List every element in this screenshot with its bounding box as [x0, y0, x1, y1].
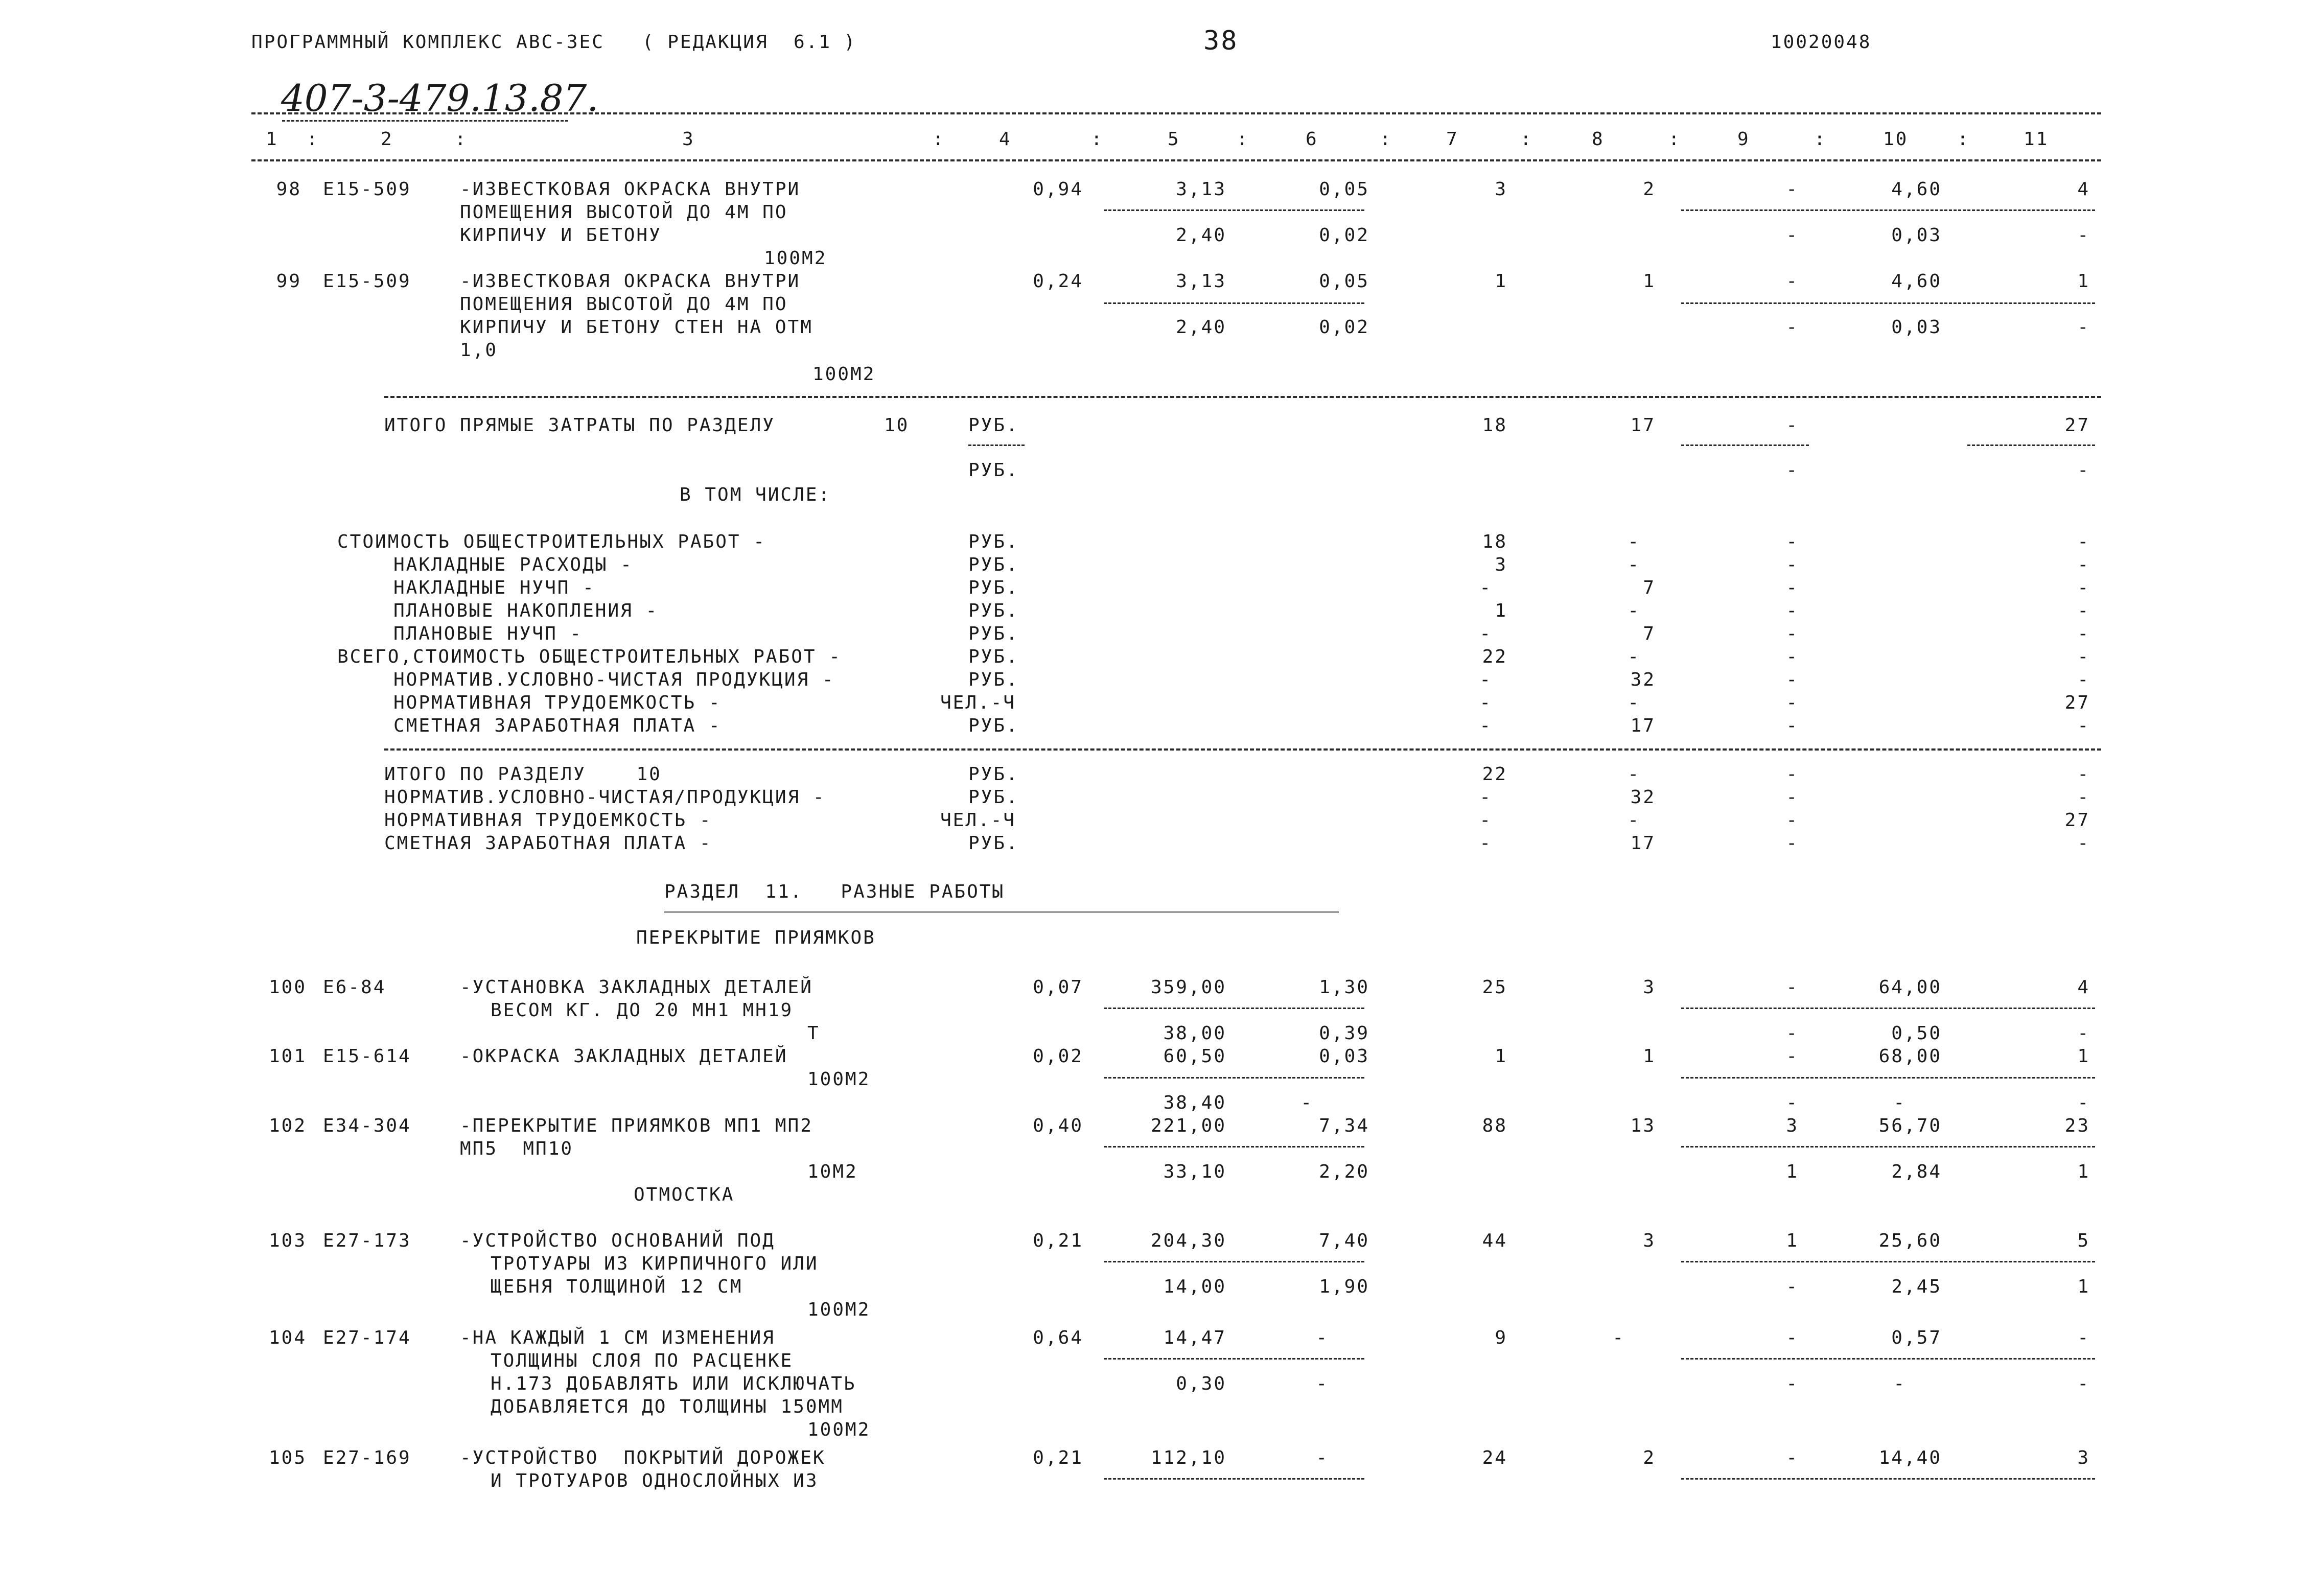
- summary-c8: 32: [1630, 787, 1656, 808]
- sub-rule: [1681, 1358, 2095, 1360]
- summary-unit: ЧЕЛ.-Ч: [940, 810, 1016, 831]
- breakdown-c8: -: [1628, 600, 1640, 621]
- col11-wage: -: [2077, 317, 2090, 338]
- quantity: 0,64: [1033, 1327, 1083, 1348]
- col10-value: 0,57: [1891, 1327, 1942, 1348]
- section-number: 10: [884, 415, 910, 436]
- work-description: -УСТРОЙСТВО ОСНОВАНИЙ ПОД: [460, 1230, 775, 1251]
- col11-value: 23: [2064, 1115, 2090, 1136]
- item-number: 104: [268, 1327, 307, 1348]
- item-number: 98: [276, 179, 301, 200]
- breakdown-label: СТОИМОСТЬ ОБЩЕСТРОИТЕЛЬНЫХ РАБОТ -: [337, 531, 766, 552]
- breakdown-c8: -: [1628, 554, 1640, 575]
- col9-wage: -: [1786, 1373, 1799, 1394]
- col8-value: 3: [1643, 1230, 1656, 1251]
- breakdown-c7: -: [1479, 669, 1492, 690]
- breakdown-c11: -: [2077, 623, 2090, 644]
- sub-rule: [1681, 209, 2095, 211]
- col6-wage: 1,90: [1319, 1276, 1369, 1297]
- col6-value: 7,40: [1319, 1230, 1369, 1251]
- col9-wage: 1: [1786, 1161, 1799, 1182]
- sub-rule: [1681, 1008, 2095, 1009]
- measure-unit: 10М2: [807, 1161, 858, 1182]
- rate-code: Е27-169: [323, 1447, 411, 1468]
- item-number: 99: [276, 271, 301, 292]
- col10-wage: 0,03: [1891, 225, 1942, 246]
- breakdown-label: НАКЛАДНЫЕ РАСХОДЫ -: [393, 554, 633, 575]
- breakdown-c11: -: [2077, 715, 2090, 736]
- rule-section-summary: [384, 748, 2101, 751]
- breakdown-c11: -: [2077, 577, 2090, 598]
- section-subtitle: ПЕРЕКРЫТИЕ ПРИЯМКОВ: [636, 927, 876, 948]
- work-description: МП5 МП10: [460, 1138, 574, 1159]
- col-sep: :: [1237, 129, 1249, 150]
- col11-wage: 1: [2077, 1161, 2090, 1182]
- col6-value: -: [1316, 1447, 1329, 1468]
- unit-cost-wage: 2,40: [1176, 317, 1226, 338]
- summary-label: НОРМАТИВ.УСЛОВНО-ЧИСТАЯ/ПРОДУКЦИЯ -: [384, 787, 826, 808]
- col10-value: 68,00: [1878, 1046, 1942, 1067]
- measure-unit: Т: [807, 1023, 820, 1044]
- breakdown-unit: РУБ.: [968, 531, 1019, 552]
- col6-value: 0,05: [1319, 179, 1369, 200]
- breakdown-c11: -: [2077, 600, 2090, 621]
- summary-c9: -: [1786, 764, 1799, 785]
- total-cost: 1: [1495, 1046, 1507, 1067]
- total-cost: 18: [1482, 415, 1507, 436]
- rate-code: Е6-84: [323, 977, 386, 998]
- breakdown-c8: 32: [1630, 669, 1656, 690]
- measure-unit: 100М2: [764, 248, 827, 269]
- col9-value: -: [1786, 415, 1799, 436]
- breakdown-c9: -: [1786, 600, 1799, 621]
- handwritten-reference: 407-3-479.13.87.: [281, 77, 599, 120]
- col-3: 3: [682, 129, 695, 150]
- sub-rule: [1104, 1478, 1364, 1480]
- col9-wage: -: [1786, 1023, 1799, 1044]
- rule-section-total: [384, 396, 2101, 398]
- col-sep: :: [455, 129, 468, 150]
- col6-value: 7,34: [1319, 1115, 1369, 1136]
- quantity: 0,24: [1033, 271, 1083, 292]
- summary-label: СМЕТНАЯ ЗАРАБОТНАЯ ПЛАТА -: [384, 833, 712, 854]
- sub-rule: [1104, 1358, 1364, 1360]
- sub-rule: [1104, 1008, 1364, 1009]
- col-sep: :: [1957, 129, 1970, 150]
- col11-value: -: [2077, 1327, 2090, 1348]
- col-1: 1: [266, 129, 278, 150]
- work-description: ПОМЕЩЕНИЯ ВЫСОТОЙ ДО 4М ПО: [460, 294, 788, 315]
- unit-cost: 204,30: [1150, 1230, 1226, 1251]
- col8-value: 13: [1630, 1115, 1656, 1136]
- total-cost: 25: [1482, 977, 1507, 998]
- col-8: 8: [1592, 129, 1605, 150]
- summary-c9: -: [1786, 787, 1799, 808]
- unit-cost-wage: 38,40: [1163, 1092, 1226, 1113]
- breakdown-label: ПЛАНОВЫЕ НУЧП -: [393, 623, 583, 644]
- work-description: -УСТРОЙСТВО ПОКРЫТИЙ ДОРОЖЕК: [460, 1447, 826, 1468]
- work-description: КИРПИЧУ И БЕТОНУ: [460, 225, 662, 246]
- col10-wage: 0,50: [1891, 1023, 1942, 1044]
- col8-value: 17: [1630, 415, 1656, 436]
- rate-code: Е27-173: [323, 1230, 411, 1251]
- breakdown-c9: -: [1786, 669, 1799, 690]
- col10-value: 25,60: [1878, 1230, 1942, 1251]
- col9-wage: -: [1786, 1276, 1799, 1297]
- col6-wage: -: [1300, 1092, 1313, 1113]
- summary-c7: -: [1479, 833, 1492, 854]
- breakdown-c9: -: [1786, 692, 1799, 713]
- col-sep: :: [1520, 129, 1533, 150]
- col-6: 6: [1306, 129, 1318, 150]
- col9-value: -: [1786, 977, 1799, 998]
- breakdown-c8: -: [1628, 531, 1640, 552]
- sub-rule: [1681, 302, 2095, 304]
- col-sep: :: [307, 129, 319, 150]
- col10-value: 56,70: [1878, 1115, 1942, 1136]
- sub-rule: [1104, 1261, 1364, 1262]
- col6-wage: 2,20: [1319, 1161, 1369, 1182]
- item-number: 105: [268, 1447, 307, 1468]
- unit-cost: 112,10: [1150, 1447, 1226, 1468]
- col-sep: :: [1814, 129, 1827, 150]
- summary-c8: -: [1628, 810, 1640, 831]
- breakdown-label: НОРМАТИВНАЯ ТРУДОЕМКОСТЬ -: [393, 692, 722, 713]
- rate-code: Е15-509: [323, 271, 411, 292]
- col9-wage: -: [1786, 225, 1799, 246]
- sub-rule: [1681, 1146, 2095, 1148]
- col11-wage: -: [2077, 1092, 2090, 1113]
- measure-unit: 100М2: [812, 364, 876, 385]
- item-number: 100: [268, 977, 307, 998]
- rate-code: Е27-174: [323, 1327, 411, 1348]
- col-9: 9: [1737, 129, 1750, 150]
- summary-c9: -: [1786, 810, 1799, 831]
- breakdown-unit: РУБ.: [968, 715, 1019, 736]
- breakdown-c7: -: [1479, 715, 1492, 736]
- col-sep: :: [1380, 129, 1392, 150]
- col11-wage: -: [2077, 1373, 2090, 1394]
- col-4: 4: [999, 129, 1012, 150]
- col10-wage: 2,84: [1891, 1161, 1942, 1182]
- breakdown-c7: 3: [1495, 554, 1507, 575]
- work-description: -ИЗВЕСТКОВАЯ ОКРАСКА ВНУТРИ: [460, 179, 801, 200]
- unit-cost-wage: 0,30: [1176, 1373, 1226, 1394]
- work-description: ЩЕБНЯ ТОЛЩИНОЙ 12 СМ: [491, 1276, 743, 1297]
- col6-value: -: [1316, 1327, 1329, 1348]
- work-description: ДОБАВЛЯЕТСЯ ДО ТОЛЩИНЫ 150ММ: [491, 1396, 844, 1417]
- sub-rule: [1104, 302, 1364, 304]
- summary-c8: 17: [1630, 833, 1656, 854]
- subsection-title: ОТМОСТКА: [634, 1184, 735, 1205]
- work-description: -НА КАЖДЫЙ 1 СМ ИЗМЕНЕНИЯ: [460, 1327, 775, 1348]
- col11-wage: -: [2077, 1023, 2090, 1044]
- measure-unit: 100М2: [807, 1419, 871, 1440]
- breakdown-c8: -: [1628, 646, 1640, 667]
- unit-cost: 359,00: [1150, 977, 1226, 998]
- col11-value: -: [2077, 460, 2090, 481]
- unit-cost: 14,47: [1163, 1327, 1226, 1348]
- breakdown-unit: РУБ.: [968, 646, 1019, 667]
- including-heading: В ТОМ ЧИСЛЕ:: [680, 484, 831, 505]
- col9-wage: -: [1786, 1092, 1799, 1113]
- item-number: 103: [268, 1230, 307, 1251]
- handwritten-underline: [282, 120, 568, 122]
- rate-code: Е15-509: [323, 179, 411, 200]
- breakdown-c11: 27: [2064, 692, 2090, 713]
- col9-value: -: [1786, 271, 1799, 292]
- unit-cost: 3,13: [1176, 179, 1226, 200]
- breakdown-unit: РУБ.: [968, 600, 1019, 621]
- rate-code: Е15-614: [323, 1046, 411, 1067]
- total-cost: 9: [1495, 1327, 1507, 1348]
- summary-label: НОРМАТИВНАЯ ТРУДОЕМКОСТЬ -: [384, 810, 712, 831]
- total-cost: 3: [1495, 179, 1507, 200]
- summary-c9: -: [1786, 833, 1799, 854]
- breakdown-c9: -: [1786, 646, 1799, 667]
- work-description: КИРПИЧУ И БЕТОНУ СТЕН НА ОТМ: [460, 317, 813, 338]
- col10-wage: 0,03: [1891, 317, 1942, 338]
- quantity: 0,21: [1033, 1230, 1083, 1251]
- work-description: ТОЛЩИНЫ СЛОЯ ПО РАСЦЕНКЕ: [491, 1350, 794, 1371]
- work-description: 1,0: [460, 340, 498, 361]
- work-description: -УСТАНОВКА ЗАКЛАДНЫХ ДЕТАЛЕЙ: [460, 977, 813, 998]
- work-description: -ПЕРЕКРЫТИЕ ПРИЯМКОВ МП1 МП2: [460, 1115, 813, 1136]
- summary-c11: -: [2077, 787, 2090, 808]
- item-number: 102: [268, 1115, 307, 1136]
- breakdown-label: НОРМАТИВ.УСЛОВНО-ЧИСТАЯ ПРОДУКЦИЯ -: [393, 669, 835, 690]
- summary-c8: -: [1628, 764, 1640, 785]
- col-sep: :: [1668, 129, 1681, 150]
- breakdown-c9: -: [1786, 531, 1799, 552]
- section-title-underline: [664, 911, 1339, 912]
- summary-c11: 27: [2064, 810, 2090, 831]
- col9-value: 3: [1786, 1115, 1799, 1136]
- document-code: 10020048: [1771, 32, 1872, 53]
- page-number: 38: [1203, 26, 1239, 56]
- col9-value: -: [1786, 179, 1799, 200]
- col11-value: 4: [2077, 179, 2090, 200]
- breakdown-c9: -: [1786, 715, 1799, 736]
- breakdown-c7: -: [1479, 577, 1492, 598]
- summary-c7: 22: [1482, 764, 1507, 785]
- quantity: 0,02: [1033, 1046, 1083, 1067]
- breakdown-c8: 7: [1643, 577, 1656, 598]
- col8-value: 1: [1643, 271, 1656, 292]
- breakdown-c11: -: [2077, 646, 2090, 667]
- work-description: ПОМЕЩЕНИЯ ВЫСОТОЙ ДО 4М ПО: [460, 202, 788, 223]
- breakdown-label: НАКЛАДНЫЕ НУЧП -: [393, 577, 595, 598]
- col6-wage: 0,39: [1319, 1023, 1369, 1044]
- work-description: Н.173 ДОБАВЛЯТЬ ИЛИ ИСКЛЮЧАТЬ: [491, 1373, 856, 1394]
- sub-rule: [1681, 1478, 2095, 1480]
- unit-cost-wage: 14,00: [1163, 1276, 1226, 1297]
- unit-cost-wage: 33,10: [1163, 1161, 1226, 1182]
- unit-cost: 3,13: [1176, 271, 1226, 292]
- col10-value: 64,00: [1878, 977, 1942, 998]
- summary-unit: РУБ.: [968, 764, 1019, 785]
- col6-wage: 0,02: [1319, 225, 1369, 246]
- unit-cost: 60,50: [1163, 1046, 1226, 1067]
- col10-value: 4,60: [1891, 271, 1942, 292]
- breakdown-c7: 1: [1495, 600, 1507, 621]
- col-5: 5: [1168, 129, 1180, 150]
- work-description: ВЕСОМ КГ. ДО 20 МН1 МН19: [491, 1000, 794, 1021]
- total-cost: 24: [1482, 1447, 1507, 1468]
- measure-unit: 100М2: [807, 1069, 871, 1090]
- software-header: ПРОГРАММНЫЙ КОМПЛЕКС АВС-3ЕС ( РЕДАКЦИЯ 6.1 ): [251, 32, 857, 53]
- sub-rule: [1681, 1077, 2095, 1079]
- currency-unit: РУБ.: [968, 415, 1019, 436]
- currency-unit: РУБ.: [968, 460, 1019, 481]
- work-description: И ТРОТУАРОВ ОДНОСЛОЙНЫХ ИЗ: [491, 1470, 819, 1491]
- col11-value: 3: [2077, 1447, 2090, 1468]
- section-total-label: ИТОГО ПРЯМЫЕ ЗАТРАТЫ ПО РАЗДЕЛУ: [384, 415, 775, 436]
- breakdown-c8: -: [1628, 692, 1640, 713]
- col10-value: 4,60: [1891, 179, 1942, 200]
- total-cost: 1: [1495, 271, 1507, 292]
- col8-value: 2: [1643, 179, 1656, 200]
- sub-rule: [1681, 1261, 2095, 1262]
- breakdown-c7: -: [1479, 692, 1492, 713]
- col6-value: 1,30: [1319, 977, 1369, 998]
- rule-below-header: [251, 159, 2101, 161]
- summary-c11: -: [2077, 833, 2090, 854]
- summary-c7: -: [1479, 787, 1492, 808]
- summary-c7: -: [1479, 810, 1492, 831]
- summary-c11: -: [2077, 764, 2090, 785]
- col11-wage: 1: [2077, 1276, 2090, 1297]
- quantity: 0,07: [1033, 977, 1083, 998]
- col10-wage: -: [1893, 1092, 1906, 1113]
- breakdown-c9: -: [1786, 554, 1799, 575]
- unit-cost: 221,00: [1150, 1115, 1226, 1136]
- col-10: 10: [1883, 129, 1909, 150]
- sub-rule: [1681, 444, 1809, 446]
- breakdown-c11: -: [2077, 531, 2090, 552]
- rate-code: Е34-304: [323, 1115, 411, 1136]
- breakdown-unit: РУБ.: [968, 669, 1019, 690]
- col9-value: -: [1786, 1327, 1799, 1348]
- col11-wage: -: [2077, 225, 2090, 246]
- col6-value: 0,05: [1319, 271, 1369, 292]
- breakdown-c9: -: [1786, 623, 1799, 644]
- breakdown-c7: 22: [1482, 646, 1507, 667]
- col-sep: :: [1091, 129, 1104, 150]
- section-title: РАЗДЕЛ 11. РАЗНЫЕ РАБОТЫ: [664, 881, 1005, 902]
- breakdown-label: ВСЕГО,СТОИМОСТЬ ОБЩЕСТРОИТЕЛЬНЫХ РАБОТ -: [337, 646, 842, 667]
- measure-unit: 100М2: [807, 1299, 871, 1320]
- col11-value: 5: [2077, 1230, 2090, 1251]
- breakdown-label: ПЛАНОВЫЕ НАКОПЛЕНИЯ -: [393, 600, 659, 621]
- col-2: 2: [381, 129, 393, 150]
- breakdown-c7: -: [1479, 623, 1492, 644]
- col9-value: -: [1786, 1046, 1799, 1067]
- col10-wage: -: [1893, 1373, 1906, 1394]
- sub-rule: [968, 444, 1025, 446]
- col11-value: 4: [2077, 977, 2090, 998]
- breakdown-c7: 18: [1482, 531, 1507, 552]
- col9-value: -: [1786, 460, 1799, 481]
- breakdown-c9: -: [1786, 577, 1799, 598]
- breakdown-unit: РУБ.: [968, 577, 1019, 598]
- col-7: 7: [1446, 129, 1459, 150]
- quantity: 0,94: [1033, 179, 1083, 200]
- breakdown-c11: -: [2077, 554, 2090, 575]
- total-cost: 44: [1482, 1230, 1507, 1251]
- col8-value: 1: [1643, 1046, 1656, 1067]
- col-11: 11: [2024, 129, 2049, 150]
- col6-value: 0,03: [1319, 1046, 1369, 1067]
- rule-top: [251, 112, 2101, 114]
- quantity: 0,40: [1033, 1115, 1083, 1136]
- item-number: 101: [268, 1046, 307, 1067]
- unit-cost-wage: 2,40: [1176, 225, 1226, 246]
- sub-rule: [1104, 1146, 1364, 1148]
- breakdown-unit: РУБ.: [968, 554, 1019, 575]
- col10-wage: 2,45: [1891, 1276, 1942, 1297]
- work-description: -ОКРАСКА ЗАКЛАДНЫХ ДЕТАЛЕЙ: [460, 1046, 788, 1067]
- col11-value: 1: [2077, 271, 2090, 292]
- col8-value: -: [1612, 1327, 1625, 1348]
- col9-wage: -: [1786, 317, 1799, 338]
- col6-wage: 0,02: [1319, 317, 1369, 338]
- col10-value: 14,40: [1878, 1447, 1942, 1468]
- col11-value: 1: [2077, 1046, 2090, 1067]
- sub-rule: [1104, 209, 1364, 211]
- breakdown-unit: ЧЕЛ.-Ч: [940, 692, 1016, 713]
- work-description: -ИЗВЕСТКОВАЯ ОКРАСКА ВНУТРИ: [460, 271, 801, 292]
- summary-label: ИТОГО ПО РАЗДЕЛУ 10: [384, 764, 662, 785]
- col8-value: 2: [1643, 1447, 1656, 1468]
- sub-rule: [1104, 1077, 1364, 1079]
- total-cost: 88: [1482, 1115, 1507, 1136]
- col6-wage: -: [1316, 1373, 1329, 1394]
- summary-unit: РУБ.: [968, 833, 1019, 854]
- quantity: 0,21: [1033, 1447, 1083, 1468]
- breakdown-c11: -: [2077, 669, 2090, 690]
- col-sep: :: [933, 129, 945, 150]
- breakdown-c8: 7: [1643, 623, 1656, 644]
- work-description: ТРОТУАРЫ ИЗ КИРПИЧНОГО ИЛИ: [491, 1253, 819, 1274]
- col11-value: 27: [2064, 415, 2090, 436]
- unit-cost-wage: 38,00: [1163, 1023, 1226, 1044]
- breakdown-unit: РУБ.: [968, 623, 1019, 644]
- col9-value: 1: [1786, 1230, 1799, 1251]
- sub-rule: [1967, 444, 2095, 446]
- col9-value: -: [1786, 1447, 1799, 1468]
- summary-unit: РУБ.: [968, 787, 1019, 808]
- breakdown-label: СМЕТНАЯ ЗАРАБОТНАЯ ПЛАТА -: [393, 715, 722, 736]
- breakdown-c8: 17: [1630, 715, 1656, 736]
- col8-value: 3: [1643, 977, 1656, 998]
